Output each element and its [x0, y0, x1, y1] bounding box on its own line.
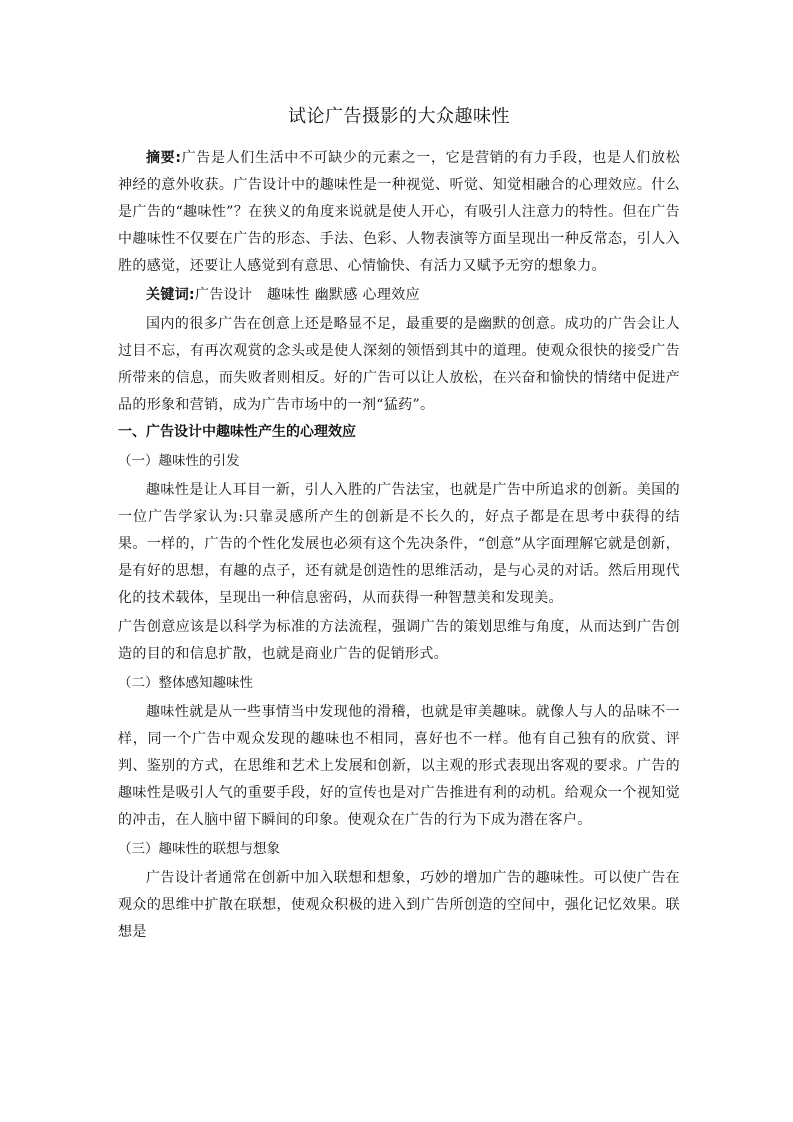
section-heading: 一、广告设计中趣味性产生的心理效应 [118, 424, 356, 440]
keywords-text: 广告设计 趣味性 幽默感 心理效应 [195, 287, 420, 303]
body-paragraph: 广告设计者通常在创新中加入联想和想象，巧妙的增加广告的趣味性。可以使广告在观众的思维中扩散在联想，使观众积极的进入到广告所创造的空间中，强化记忆效果。联想是 [118, 870, 680, 940]
keywords-label: 关键词: [146, 287, 195, 303]
keywords-paragraph [118, 282, 680, 309]
abstract-text: 广告是人们生活中不可缺少的元素之一，它是营销的有力手段，也是人们放松神经的意外收获。广告设计中的趣味性是一种视觉、听觉、知觉相融合的心理效应。什么是广告的“趣味性”？在狭义的角度来说就是使人开心，有吸引人注意力的特性。但在广告中趣味性不仅要在广告的形态、手法、色彩、人物表演等方面呈现出一种反常态，引人入胜的感觉，还要让人感觉到有意思、心情愉快、有活力又赋予无穷的想象力。 [118, 150, 680, 274]
subsection-heading: （三）趣味性的联想与想象 [118, 841, 280, 857]
abstract-paragraph [118, 145, 680, 280]
body-paragraph: 趣味性就是从一些事情当中发现他的滑稽，也就是审美趣味。就像人与人的品味不一样，同一个广告中观众发现的趣味也不相同，喜好也不一样。他有自己独有的欣赏、评判、鉴别的方式，在思维和艺术上发展和创新，以主观的形式表现出客观的要求。广告的趣味性是吸引人气的重要手段，好的宣传也是对广告推进有利的动机。给观众一个视知觉的冲击，在人脑中留下瞬间的印象。使观众在广告的行为下成为潜在客户。 [118, 704, 680, 828]
abstract-label: 摘要: [146, 150, 182, 166]
body-paragraph: 广告创意应该是以科学为标准的方法流程，强调广告的策划思维与角度，从而达到广告创造的目的和信息扩散，也就是商业广告的促销形式。 [118, 619, 680, 662]
intro-paragraph: 国内的很多广告在创意上还是略显不足，最重要的是幽默的创意。成功的广告会让人过目不忘，有再次观赏的念头或是使人深刻的领悟到其中的道理。使观众很快的接受广告所带来的信息，而失败者则相反。好的广告可以让人放松，在兴奋和愉快的情绪中促进产品的形象和营销，成为广告市场中的一剂“猛药”。 [118, 316, 680, 413]
subsection-heading: （一）趣味性的引发 [118, 453, 240, 469]
subsection-heading: （二）整体感知趣味性 [118, 675, 253, 691]
body-paragraph: 趣味性是让人耳目一新，引人入胜的广告法宝，也就是广告中所追求的创新。美国的一位广告学家认为:只靠灵感所产生的创新是不长久的，好点子都是在思考中获得的结果。一样的，广告的个性化发展也必须有这个先决条件，“创意”从字面理解它就是创新，是有好的思想，有趣的点子，还有就是创造性的思维活动，是与心灵的对话。然后用现代化的技术载体，呈现出一种信息密码，从而获得一种智慧美和发现美。 [118, 482, 680, 606]
document-title: 试论广告摄影的大众趣味性 [288, 106, 510, 127]
